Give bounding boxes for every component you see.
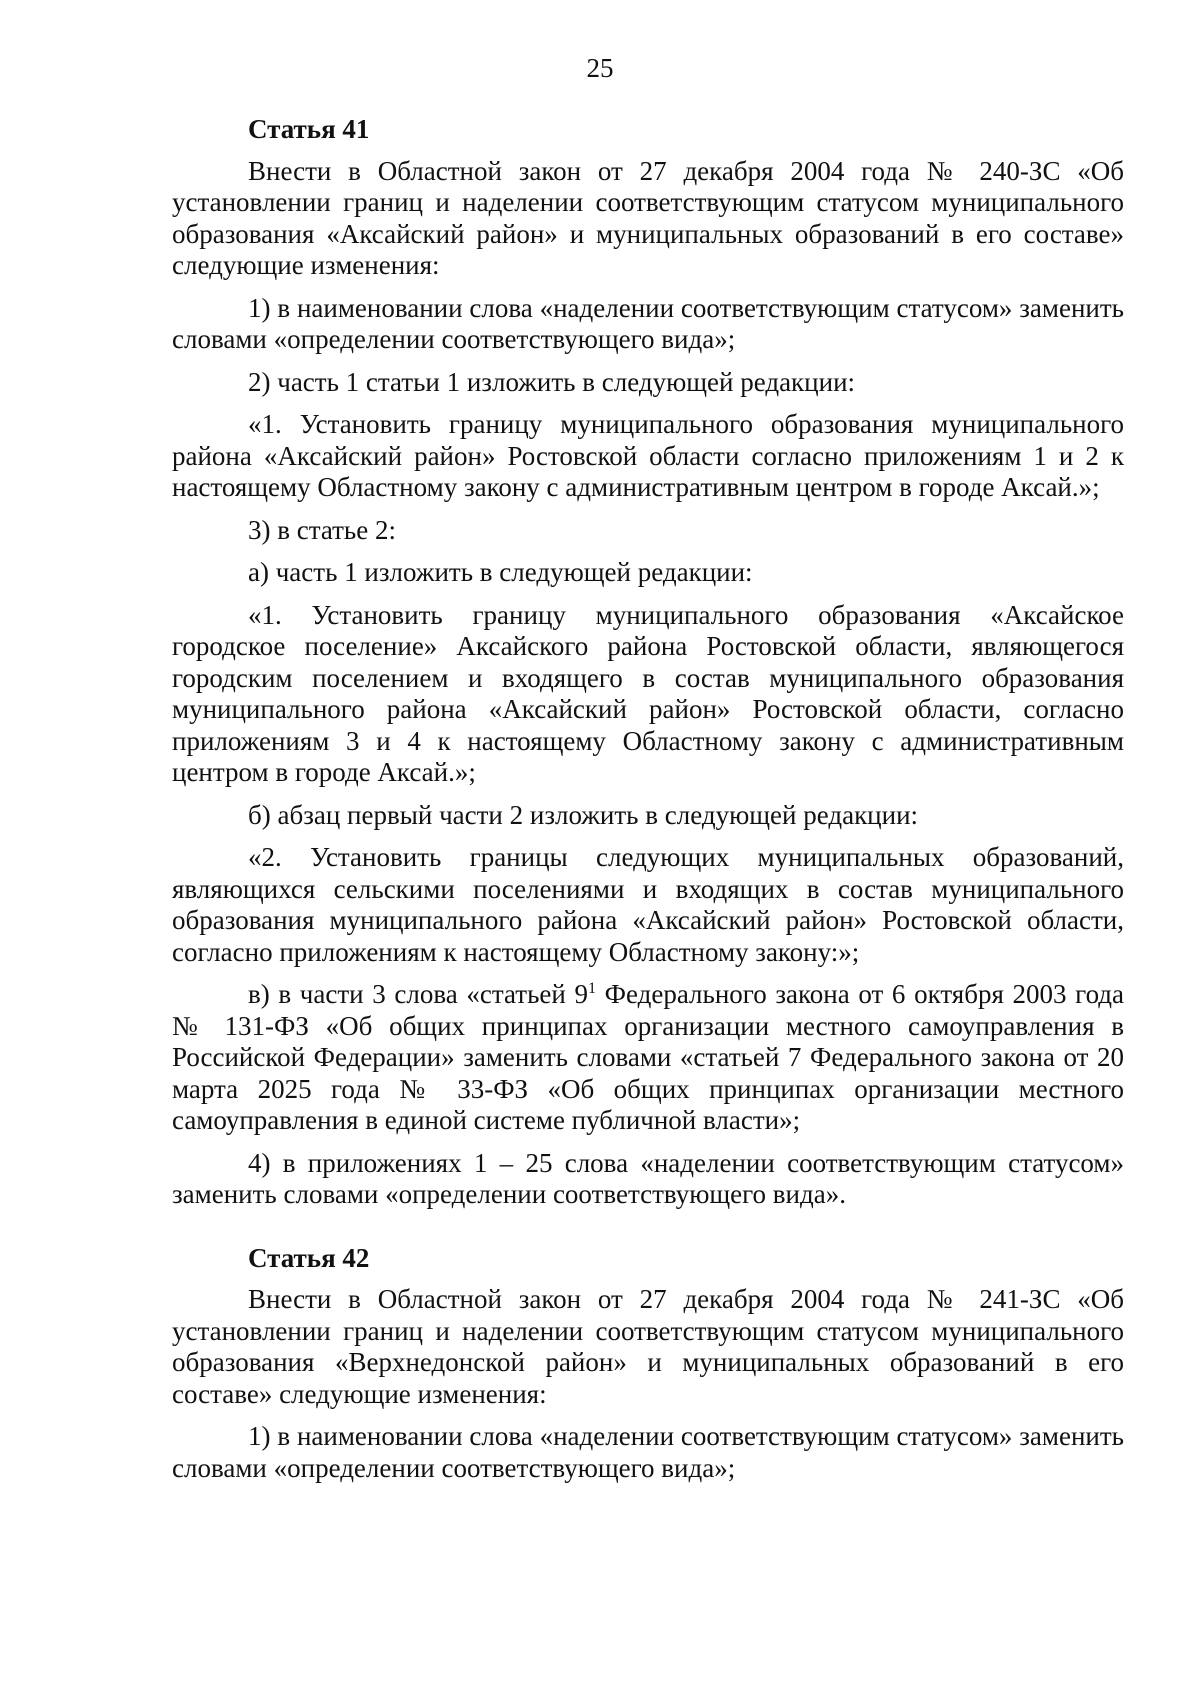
article-title: Статья 41 xyxy=(248,114,370,144)
article-title: Статья 42 xyxy=(248,1242,370,1273)
article-41 xyxy=(172,114,1124,1211)
paragraph-text: в) в части 3 слова «статьей 9 xyxy=(248,979,588,1009)
paragraph-with-superscript xyxy=(172,979,1124,1137)
paragraph: «1. Установить границу муниципального образования муниципального района «Аксайский район» Ростовской области согласно приложениям 1 и 2 к настоящему Областному закону с административным центром в городе Аксай.»; xyxy=(172,409,1124,502)
paragraph-intro: Внести в Областной закон от 27 декабря 2004 года № 240-ЗС «Об установлении границ и наделении соответствующим статусом муниципального образования «Аксайский район» и муниципальных образований в его составе» следующие изменения: xyxy=(172,155,1124,280)
paragraph-text: Федерального закона от 6 октября 2003 года № 131-ФЗ «Об общих принципах организации местного самоуправления в Российской Федерации» заменить словами «статьей 7 Федерального закона от 20 марта 2025 года № 33-ФЗ «Об общих принципах организации местного самоуправления в единой системе публичной власти»; xyxy=(172,979,1125,1135)
paragraph: «2. Установить границы следующих муниципальных образований, являющихся сельскими поселениями и входящих в состав муниципального образования муниципального района «Аксайский район» Ростовской области, согласно приложениям к настоящему Областному закону:»; xyxy=(172,842,1124,967)
paragraph: б) абзац первый части 2 изложить в следующей редакции: xyxy=(248,799,919,830)
page-number: 25 xyxy=(586,53,614,83)
paragraph: 4) в приложениях 1 – 25 слова «наделении соответствующим статусом» заменить словами «определении соответствующего вида». xyxy=(172,1147,1124,1209)
paragraph: а) часть 1 изложить в следующей редакции: xyxy=(248,557,753,587)
paragraph: 3) в статье 2: xyxy=(248,514,396,545)
paragraph: 1) в наименовании слова «наделении соответствующим статусом» заменить словами «определении соответствующего вида»; xyxy=(172,292,1124,354)
document-body xyxy=(172,114,1124,1495)
paragraph: 2) часть 1 статьи 1 изложить в следующей редакции: xyxy=(248,366,856,397)
paragraph-intro: Внести в Областной закон от 27 декабря 2004 года № 241-ЗС «Об установлении границ и наделении соответствующим статусом муниципального образования «Верхнедонской район» и муниципальных образований в его составе» следующие изменения: xyxy=(172,1284,1124,1409)
paragraph: «1. Установить границу муниципального образования «Аксайское городское поселение» Аксайского района Ростовской области, являющегося городским поселением и входящего в состав муниципального образования муниципального района «Аксайский район» Ростовской области, согласно приложениям 3 и 4 к настоящему Областному закону с административным центром в городе Аксай.»; xyxy=(172,599,1124,787)
article-42 xyxy=(172,1243,1124,1485)
superscript: 1 xyxy=(588,980,596,997)
paragraph: 1) в наименовании слова «наделении соответствующим статусом» заменить словами «определении соответствующего вида»; xyxy=(172,1421,1124,1483)
